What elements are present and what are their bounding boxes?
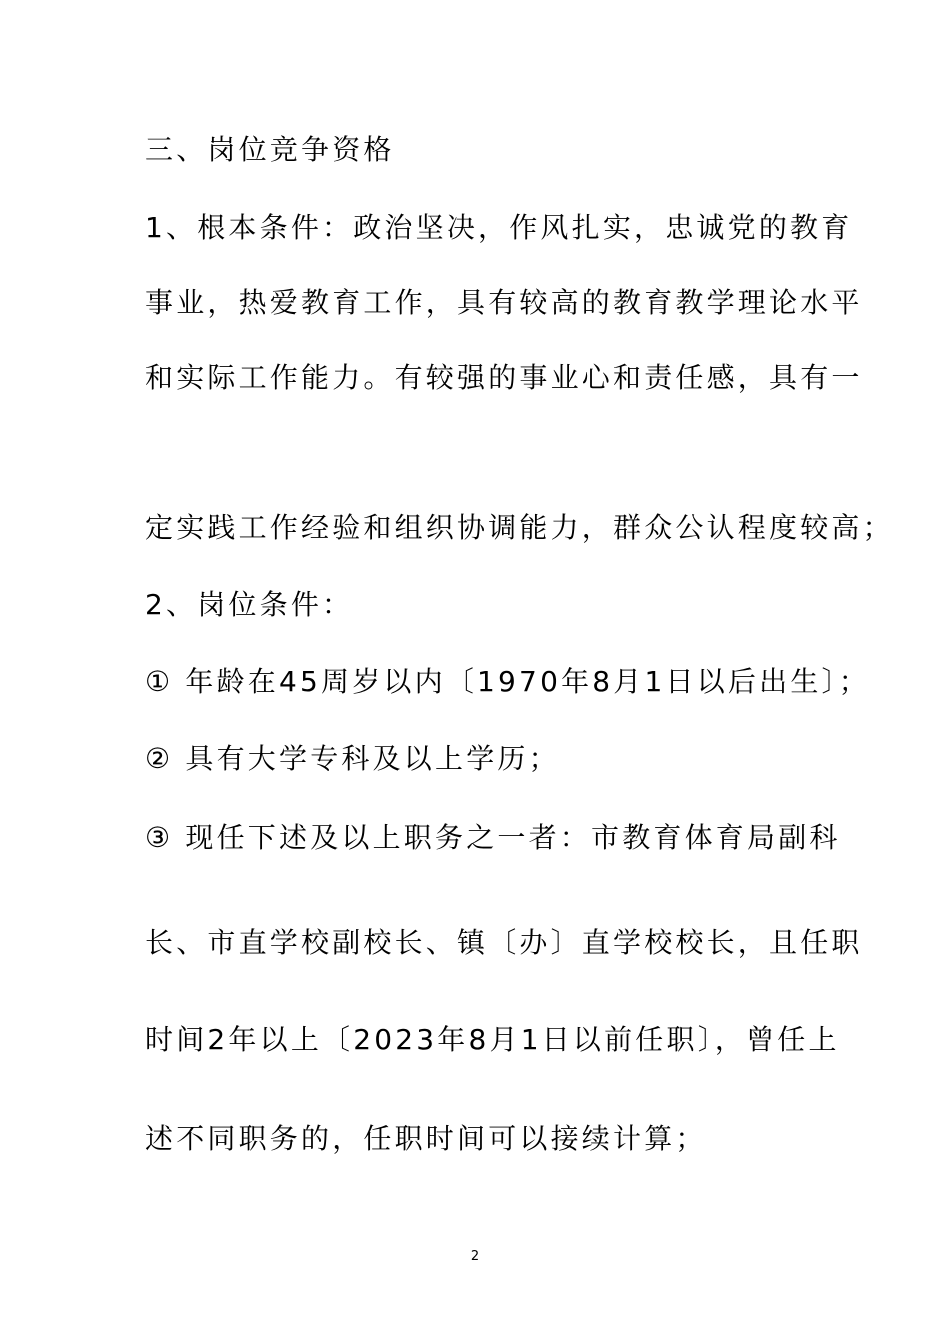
list-item: ③ 现任下述及以上职务之一者：市教育体育局副科	[145, 821, 841, 854]
page-number: 2	[470, 1249, 480, 1264]
paragraph-line: 1、根本条件：政治坚决，作风扎实，忠诚党的教育	[145, 211, 853, 244]
paragraph-line: 事业，热爱教育工作，具有较高的教育教学理论水平	[145, 286, 863, 319]
list-item: ② 具有大学专科及以上学历；	[145, 742, 560, 775]
paragraph-line: 和实际工作能力。有较强的事业心和责任感，具有一	[145, 361, 863, 394]
list-item: ① 年龄在45周岁以内〔1970年8月1日以后出生〕；	[145, 665, 870, 698]
paragraph-line: 时间2年以上〔2023年8月1日以前任职〕，曾任上	[145, 1023, 840, 1056]
paragraph-line: 定实践工作经验和组织协调能力，群众公认程度较高；	[145, 511, 894, 544]
section-heading: 三、岗位竞争资格	[145, 133, 395, 166]
paragraph-line: 长、市直学校副校长、镇〔办〕直学校校长，且任职	[145, 926, 863, 959]
paragraph-line: 述不同职务的，任职时间可以接续计算；	[145, 1122, 707, 1155]
paragraph-line: 2、岗位条件：	[145, 588, 354, 621]
